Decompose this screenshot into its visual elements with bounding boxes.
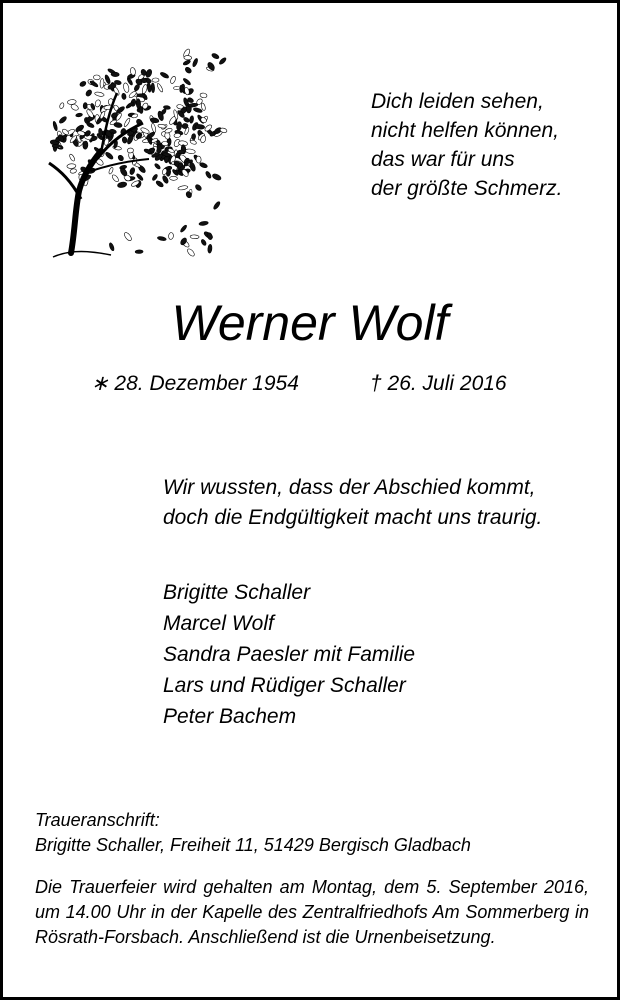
deceased-name: Werner Wolf bbox=[171, 295, 449, 351]
mourner-name: Sandra Paesler mit Familie bbox=[163, 643, 416, 666]
mourner-name: Peter Bachem bbox=[163, 705, 297, 728]
service-info: Die Trauerfeier wird gehalten am Montag, dem 5. September 2016, um 14.00 Uhr in der Kapelle des Zentralfriedhofs Am Sommerberg in Rösrath-Forsbach. Anschließend ist die Urnenbeisetzung. bbox=[35, 877, 589, 947]
windblown-tree-icon bbox=[31, 31, 231, 263]
address-label: Traueranschrift: bbox=[35, 810, 160, 830]
mourner-name: Marcel Wolf bbox=[163, 612, 274, 635]
mourners-list bbox=[163, 577, 603, 732]
mourner-name: Brigitte Schaller bbox=[163, 581, 311, 604]
address-line: Brigitte Schaller, Freiheit 11, 51429 Bergisch Gladbach bbox=[35, 835, 471, 855]
life-dates bbox=[3, 370, 617, 398]
farewell-saying bbox=[163, 473, 603, 533]
death-date: † 26. Juli 2016 bbox=[370, 372, 507, 395]
mourner-name: Lars und Rüdiger Schaller bbox=[163, 674, 406, 697]
poem-line: der größte Schmerz. bbox=[371, 177, 563, 200]
mourning-address bbox=[35, 808, 595, 858]
birth-date: ∗ 28. Dezember 1954 bbox=[91, 372, 299, 395]
poem-line: nicht helfen können, bbox=[371, 119, 559, 142]
poem bbox=[371, 87, 611, 203]
poem-line: Dich leiden sehen, bbox=[371, 90, 544, 113]
saying-line: doch die Endgültigkeit macht uns traurig. bbox=[163, 506, 543, 529]
saying-line: Wir wussten, dass der Abschied kommt, bbox=[163, 476, 536, 499]
poem-line: das war für uns bbox=[371, 148, 515, 171]
